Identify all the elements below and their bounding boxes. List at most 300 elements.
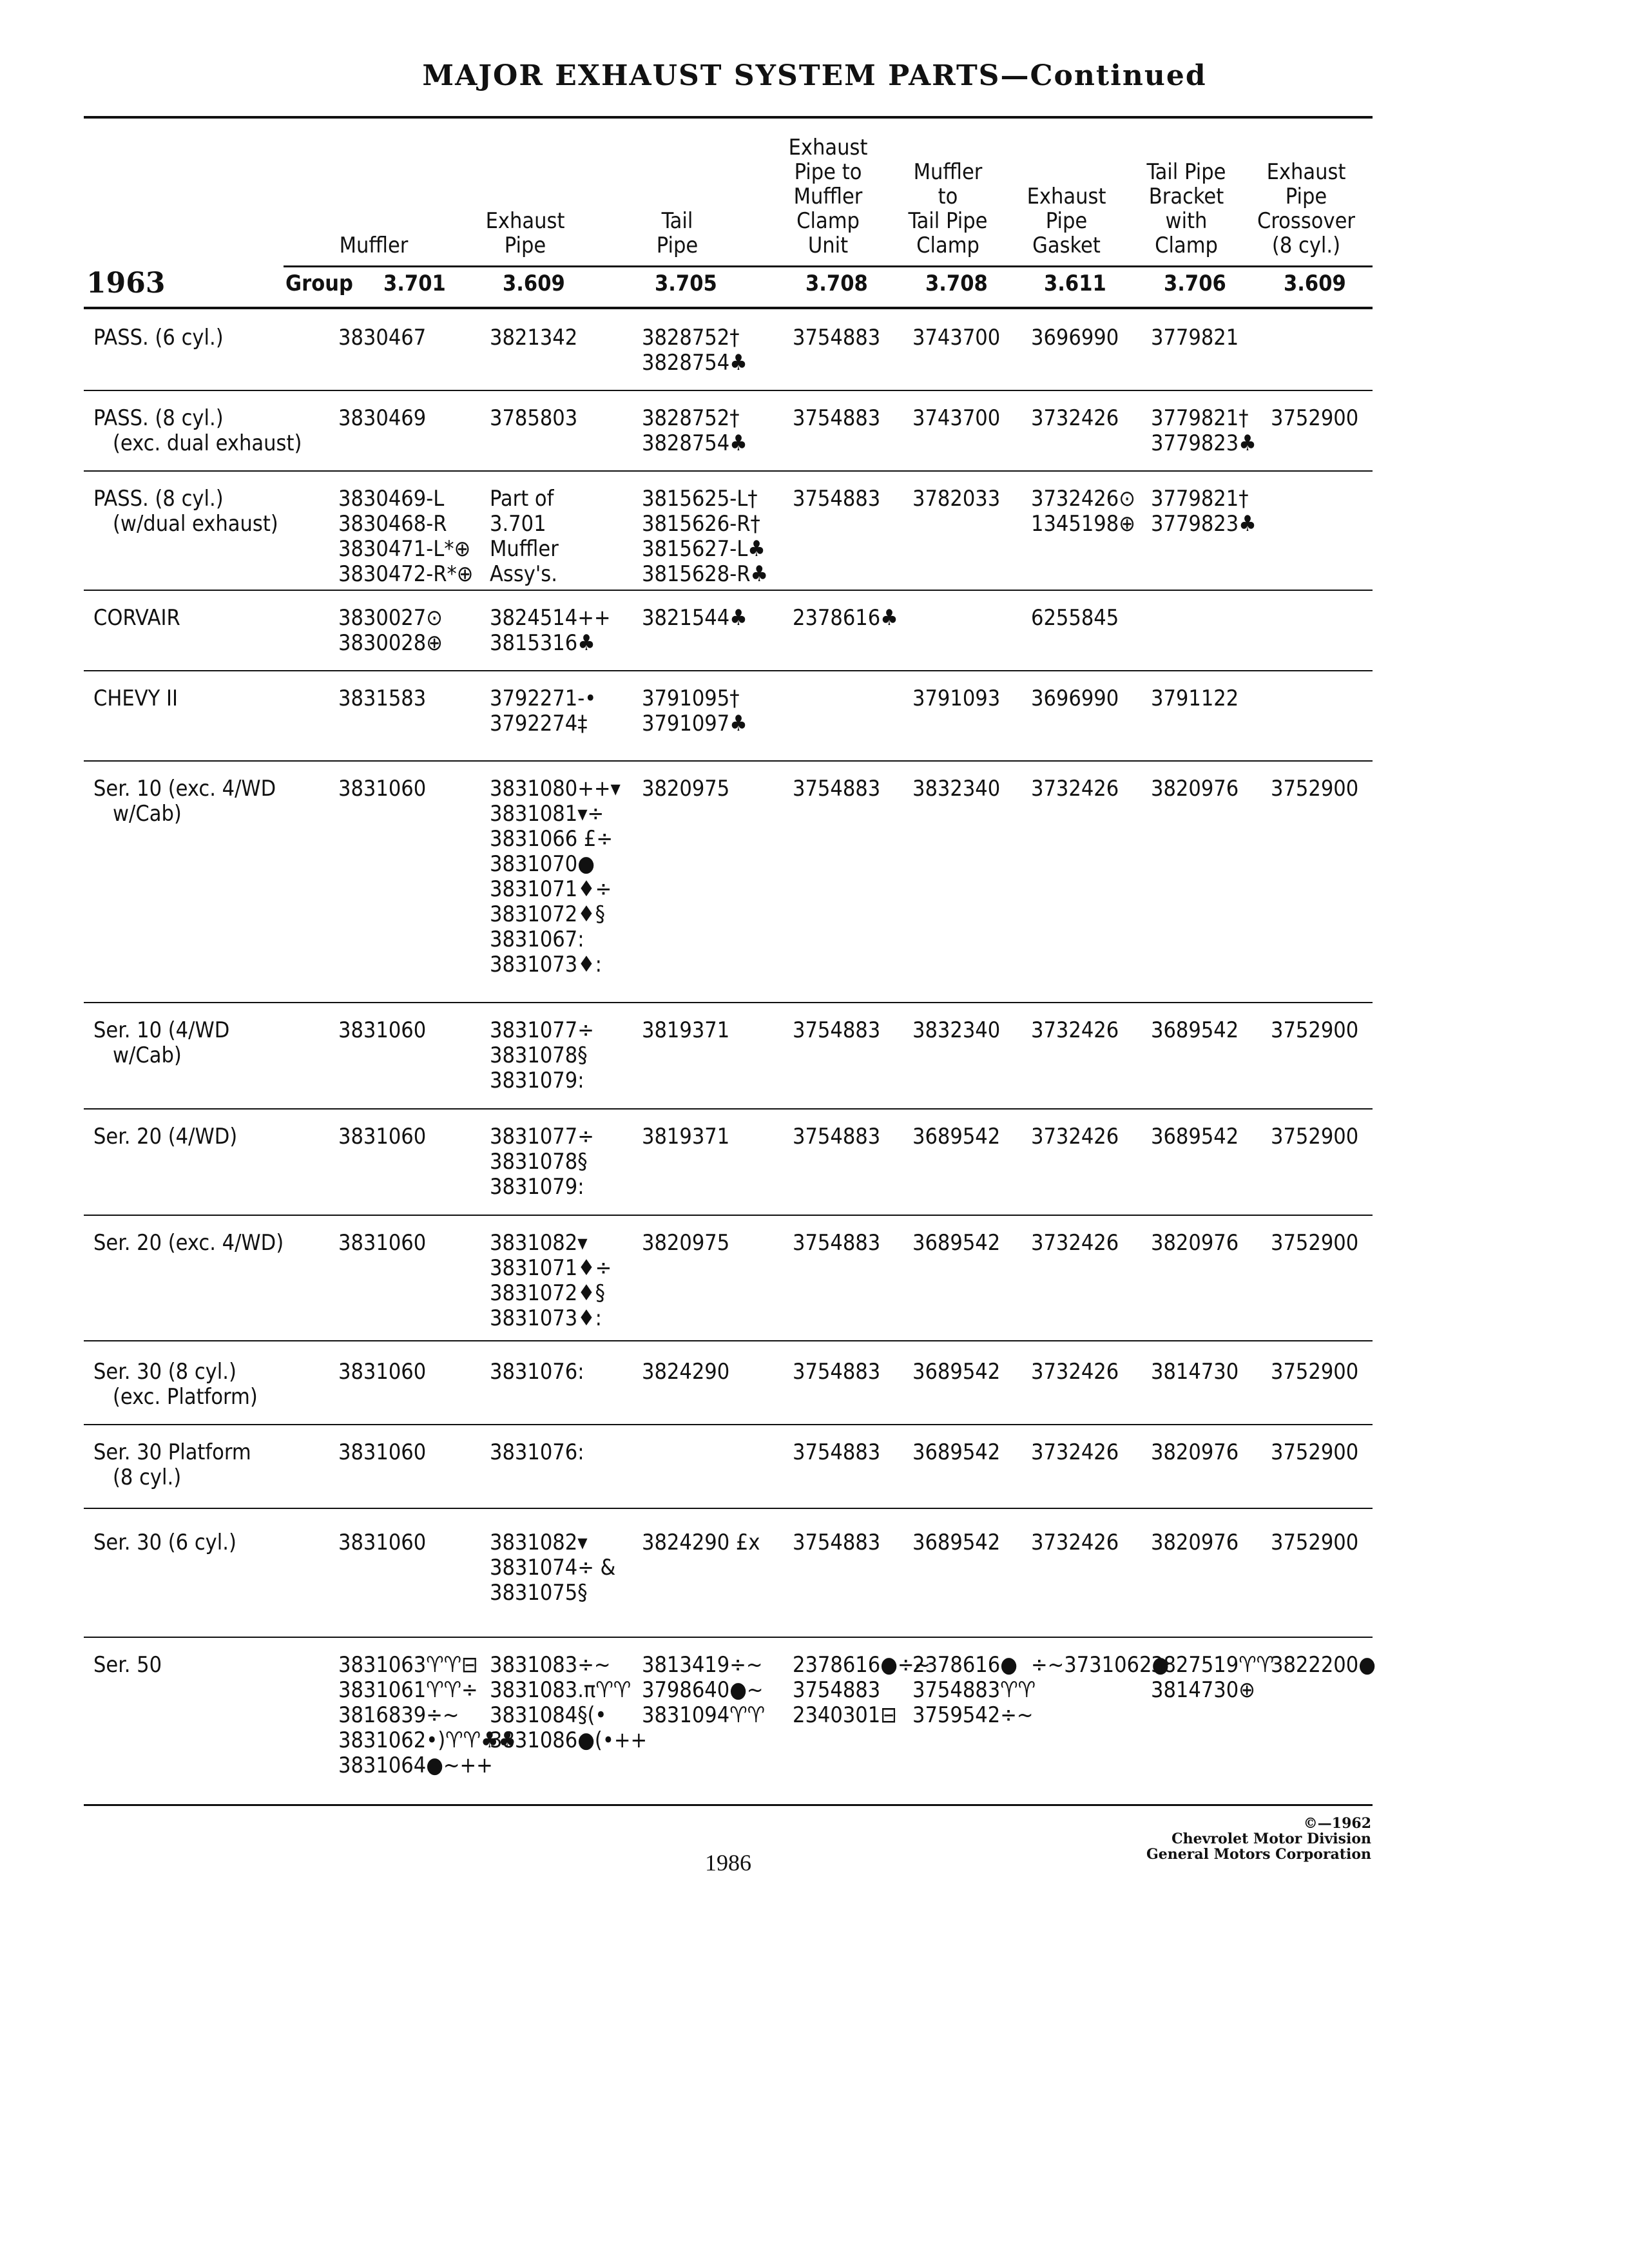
row-separator (84, 590, 1373, 591)
part-number: 3689542 (912, 1530, 1001, 1555)
row-separator (84, 470, 1373, 472)
column-header-line: Clamp (796, 208, 860, 234)
row-separator (84, 1508, 1373, 1509)
part-number-cell (490, 776, 621, 977)
part-number-cell (642, 1530, 760, 1555)
part-number: 3831071♦÷ (490, 876, 612, 902)
part-number: 3.701 (490, 511, 546, 537)
part-number-cell (338, 686, 426, 711)
part-number: 3831076: (490, 1359, 584, 1385)
part-number-cell (642, 1360, 729, 1385)
part-number: ÷~3731062● (1031, 1652, 1170, 1678)
part-number: 6255845 (1031, 605, 1119, 631)
column-header-line: Exhaust (788, 135, 868, 160)
part-number: 3831060 (338, 1017, 427, 1043)
part-number-cell (490, 1018, 594, 1093)
part-number: 2378616●÷~ (793, 1652, 931, 1678)
part-number-cell (1271, 1653, 1376, 1678)
part-number-cell (338, 1530, 426, 1555)
row-model-name (93, 1653, 162, 1678)
part-number-cell (793, 1231, 880, 1256)
header-rule (284, 265, 1373, 267)
part-number-cell (642, 325, 747, 376)
part-number: 3831067: (490, 927, 584, 952)
part-number-cell (490, 606, 610, 656)
part-number-cell (490, 406, 577, 431)
part-number-cell (642, 686, 747, 736)
model-name-line: CORVAIR (93, 605, 180, 631)
part-number: 3792271-• (490, 686, 597, 711)
publisher-line-1: Chevrolet Motor Division (1171, 1831, 1371, 1847)
part-number: 3732426 (1031, 1439, 1119, 1465)
column-header-line: Pipe (1045, 208, 1088, 234)
part-number: 3828752† (642, 325, 740, 351)
part-number-cell (912, 1018, 1000, 1043)
part-number-cell (1151, 776, 1239, 802)
row-separator (84, 760, 1373, 762)
group-number: 3.609 (503, 271, 565, 296)
part-number-cell (912, 686, 1000, 711)
column-header-line: (8 cyl.) (1271, 233, 1341, 258)
copyright: ©—1962 (1303, 1815, 1371, 1832)
column-header-line: Crossover (1257, 208, 1355, 234)
part-number: 3752900 (1271, 1230, 1359, 1256)
publisher-line-2: General Motors Corporation (1146, 1846, 1371, 1863)
part-number-cell (338, 1360, 426, 1385)
part-number-cell (912, 1530, 1000, 1555)
part-number: 3831063♈♈⊟ (338, 1652, 478, 1678)
part-number: 3831060 (338, 1439, 427, 1465)
model-name-line: (w/dual exhaust) (113, 511, 278, 537)
part-number-cell (1031, 1360, 1119, 1385)
model-name-line: PASS. (6 cyl.) (93, 325, 224, 351)
page-number: 1986 (705, 1850, 751, 1876)
part-number-cell (912, 1124, 1000, 1149)
part-number-cell (1151, 1124, 1239, 1149)
part-number: 3830472-R*⊕ (338, 561, 474, 587)
model-name-line: Ser. 30 Platform (93, 1439, 251, 1465)
part-number: 3814730⊕ (1151, 1677, 1255, 1703)
part-number-cell (1031, 406, 1119, 431)
column-header-line: Clamp (916, 233, 979, 258)
part-number: 3831076: (490, 1439, 584, 1465)
part-number: 3820976 (1151, 1530, 1239, 1555)
part-number: 3830468-R (338, 511, 447, 537)
part-number: 3798640●~ (642, 1677, 764, 1703)
column-header-line: Exhaust (1266, 159, 1346, 185)
part-number: 2340301⊟ (793, 1702, 897, 1728)
part-number: 3732426 (1031, 1017, 1119, 1043)
row-separator (84, 390, 1373, 391)
part-number-cell (1031, 1124, 1119, 1149)
model-name-line: w/Cab) (113, 801, 182, 827)
part-number-cell (642, 1018, 729, 1043)
part-number: 3821544♣ (642, 605, 747, 631)
part-number: 3732426 (1031, 1530, 1119, 1555)
row-separator (84, 1002, 1373, 1003)
column-header-line: Pipe to (794, 159, 862, 185)
part-number: 3831062•)♈♈♣♣ (338, 1727, 516, 1753)
part-number: 3831081▾÷ (490, 801, 604, 827)
part-number: 3815627-L♣ (642, 536, 766, 562)
part-number: 3831072♦§ (490, 1280, 605, 1306)
part-number: 3752900 (1271, 1439, 1359, 1465)
part-number: 3752900 (1271, 405, 1359, 431)
part-number: 3831061♈♈÷ (338, 1677, 478, 1703)
part-number: 3754883 (793, 1439, 881, 1465)
part-number-cell (338, 1124, 426, 1149)
model-name-line: (8 cyl.) (113, 1465, 182, 1490)
row-separator (84, 1108, 1373, 1110)
column-header-line: Tail Pipe (1146, 159, 1226, 185)
part-number: 3830469-L (338, 486, 445, 512)
part-number: 3779821 (1151, 325, 1239, 351)
row-model-name (93, 1124, 237, 1149)
part-number-cell (793, 1360, 880, 1385)
model-name-line: Ser. 10 (exc. 4/WD (93, 776, 276, 802)
part-number-cell (642, 1124, 729, 1149)
part-number: 3824290 £x (642, 1530, 760, 1555)
part-number-cell (793, 325, 880, 351)
group-label: Group (285, 271, 353, 296)
part-number-cell (1031, 486, 1135, 537)
column-header-line: to (938, 184, 958, 209)
part-number: 3732426 (1031, 1124, 1119, 1149)
column-header-line: Exhaust (485, 208, 565, 234)
part-number: 3831070● (490, 851, 595, 877)
group-number: 3.701 (383, 271, 446, 296)
part-number-cell (490, 1124, 594, 1200)
part-number-cell (1151, 1231, 1239, 1256)
part-number: 3830467 (338, 325, 427, 351)
part-number-cell (338, 406, 426, 431)
group-number: 3.611 (1044, 271, 1106, 296)
row-separator (84, 1340, 1373, 1341)
part-number: 3752900 (1271, 776, 1359, 802)
column-header (1125, 160, 1248, 258)
part-number-cell (490, 1231, 612, 1331)
group-number: 3.708 (805, 271, 868, 296)
part-number: 3754883 (793, 776, 881, 802)
column-header-line: Tail Pipe (908, 208, 988, 234)
part-number: 3754883 (793, 1017, 881, 1043)
row-model-name (93, 686, 178, 711)
part-number: 3819371 (642, 1124, 730, 1149)
part-number-cell (1031, 776, 1119, 802)
part-number: 3831071♦÷ (490, 1255, 612, 1281)
part-number: 3831060 (338, 1530, 427, 1555)
part-number: 1345198⊕ (1031, 511, 1135, 537)
part-number: 3831094♈♈ (642, 1702, 766, 1728)
part-number: 3689542 (1151, 1017, 1239, 1043)
part-number: 3824514++ (490, 605, 611, 631)
part-number: 3831079: (490, 1068, 584, 1093)
column-header-line: Bracket (1148, 184, 1224, 209)
part-number: 3831075§ (490, 1580, 588, 1606)
part-number: 3815625-L† (642, 486, 758, 512)
column-header (464, 209, 586, 258)
row-model-name (93, 1440, 251, 1490)
part-number: 3791097♣ (642, 711, 747, 736)
column-header-line: Muffler (339, 233, 409, 258)
part-number-cell (1151, 1653, 1274, 1703)
part-number: 3831077÷ (490, 1017, 594, 1043)
part-number: 3792274‡ (490, 711, 588, 736)
part-number-cell (338, 1440, 426, 1465)
part-number: 3754883 (793, 1530, 881, 1555)
part-number: 3732426 (1031, 776, 1119, 802)
part-number-cell (1031, 325, 1119, 351)
part-number: 3831084§(• (490, 1702, 607, 1728)
part-number: 3689542 (912, 1359, 1001, 1385)
row-separator (84, 1215, 1373, 1216)
part-number: 3754883 (793, 405, 881, 431)
part-number: 3831083÷~ (490, 1652, 611, 1678)
part-number-cell (912, 1653, 1036, 1728)
group-number: 3.708 (925, 271, 988, 296)
part-number: 3754883 (793, 1124, 881, 1149)
part-number-cell (1271, 1231, 1358, 1256)
row-model-name (93, 325, 224, 351)
part-number-cell (1271, 1360, 1358, 1385)
part-number: 3813419÷~ (642, 1652, 763, 1678)
part-number: 3828754♣ (642, 350, 747, 376)
part-number: 3831077÷ (490, 1124, 594, 1149)
part-number-cell (490, 325, 577, 351)
part-number: 3831073♦: (490, 1305, 602, 1331)
part-number: 3732426 (1031, 1230, 1119, 1256)
column-header (1005, 184, 1128, 258)
part-number: 3831080++▾ (490, 776, 621, 802)
part-number-cell (793, 406, 880, 431)
column-header-line: Gasket (1032, 233, 1101, 258)
part-number-cell (1151, 406, 1257, 456)
part-number: 3831083.π♈♈ (490, 1677, 631, 1703)
model-name-line: Ser. 30 (6 cyl.) (93, 1530, 236, 1555)
part-number: 3832340 (912, 1017, 1001, 1043)
model-name-line: Ser. 30 (8 cyl.) (93, 1359, 236, 1385)
column-header-line: Pipe (656, 233, 699, 258)
part-number: 3791095† (642, 686, 740, 711)
column-header-line: Exhaust (1027, 184, 1106, 209)
part-number: 3743700 (912, 325, 1001, 351)
part-number: 3689542 (912, 1230, 1001, 1256)
part-number: 3754883 (793, 1359, 881, 1385)
part-number: 3830469 (338, 405, 427, 431)
part-number: 2378616♣ (793, 605, 898, 631)
part-number-cell (1031, 1653, 1169, 1678)
part-number: 3752900 (1271, 1124, 1359, 1149)
part-number-cell (1151, 686, 1239, 711)
part-number: 3779823♣ (1151, 511, 1257, 537)
part-number: 3831082▾ (490, 1230, 588, 1256)
part-number-cell (490, 1360, 584, 1385)
part-number-cell (1151, 1530, 1239, 1555)
table-bottom-rule (84, 1804, 1373, 1806)
model-name-line: (exc. dual exhaust) (113, 430, 302, 456)
part-number-cell (1271, 1018, 1358, 1043)
row-model-name (93, 406, 302, 456)
column-header (1245, 160, 1367, 258)
part-number-cell (338, 1018, 426, 1043)
part-number: 3830027⊙ (338, 605, 443, 631)
part-number: 3831060 (338, 1359, 427, 1385)
part-number-cell (793, 1653, 930, 1728)
part-number: Assy's. (490, 561, 557, 587)
part-number: 3828752† (642, 405, 740, 431)
column-header (887, 160, 1009, 258)
part-number-cell (1031, 1440, 1119, 1465)
column-header-line: with (1165, 208, 1208, 234)
part-number: 3754883 (793, 1230, 881, 1256)
part-number: 2378616● (912, 1652, 1017, 1678)
row-separator (84, 670, 1373, 671)
group-number: 3.609 (1284, 271, 1346, 296)
part-number: Muffler (490, 536, 559, 562)
part-number: 3824290 (642, 1359, 730, 1385)
part-number: 3830028⊕ (338, 630, 443, 656)
part-number-cell (1151, 1360, 1239, 1385)
part-number: 3831060 (338, 1230, 427, 1256)
row-model-name (93, 776, 276, 827)
row-model-name (93, 1360, 258, 1410)
part-number: 3754883♈♈ (912, 1677, 1036, 1703)
part-number: 3831082▾ (490, 1530, 588, 1555)
part-number: 3821342 (490, 325, 578, 351)
part-number: 3820976 (1151, 776, 1239, 802)
part-number-cell (912, 1231, 1000, 1256)
part-number: 3831073♦: (490, 952, 602, 977)
part-number-cell (642, 776, 729, 802)
model-name-line: Ser. 50 (93, 1652, 162, 1678)
part-number: 3831078§ (490, 1149, 588, 1175)
column-header (313, 233, 435, 258)
part-number-cell (793, 606, 898, 631)
part-number-cell (490, 1653, 647, 1753)
part-number: 3743700 (912, 405, 1001, 431)
part-number: 3831086●(•++ (490, 1727, 648, 1753)
part-number: 3815316♣ (490, 630, 595, 656)
part-number-cell (793, 1530, 880, 1555)
part-number-cell (793, 486, 880, 512)
column-header-line: Pipe (504, 233, 546, 258)
part-number: 3732426 (1031, 1359, 1119, 1385)
part-number: 3752900 (1271, 1530, 1359, 1555)
row-model-name (93, 606, 180, 631)
column-header (616, 209, 738, 258)
part-number: 3779821† (1151, 486, 1249, 512)
part-number: 3779823♣ (1151, 430, 1257, 456)
column-header-line: Muffler (913, 159, 983, 185)
part-number: 3689542 (912, 1124, 1001, 1149)
part-number: 3831074÷ & (490, 1555, 616, 1581)
part-number-cell (642, 486, 768, 587)
part-number-cell (793, 1018, 880, 1043)
part-number-cell (1031, 1018, 1119, 1043)
part-number: 3827519♈♈ (1151, 1652, 1275, 1678)
row-model-name (93, 1530, 236, 1555)
part-number: 3831064●~++ (338, 1753, 493, 1778)
part-number-cell (1031, 1530, 1119, 1555)
part-number: 3831066 £÷ (490, 826, 613, 852)
part-number: 3831060 (338, 776, 427, 802)
part-number: 3831060 (338, 1124, 427, 1149)
part-number-cell (642, 406, 747, 456)
part-number-cell (1271, 776, 1358, 802)
part-number-cell (793, 1440, 880, 1465)
part-number-cell (912, 1440, 1000, 1465)
part-number: 3732426⊙ (1031, 486, 1135, 512)
part-number-cell (1031, 686, 1119, 711)
part-number: 3819371 (642, 1017, 730, 1043)
model-name-line: Ser. 10 (4/WD (93, 1017, 230, 1043)
part-number-cell (912, 776, 1000, 802)
part-number: 3831078§ (490, 1043, 588, 1068)
part-number-cell (338, 486, 473, 587)
part-number-cell (1151, 1440, 1239, 1465)
part-number-cell (338, 776, 426, 802)
part-number-cell (912, 325, 1000, 351)
model-name-line: PASS. (8 cyl.) (93, 486, 224, 512)
part-number-cell (912, 406, 1000, 431)
part-number-cell (338, 325, 426, 351)
part-number-cell (1271, 1124, 1358, 1149)
part-number: 3814730 (1151, 1359, 1239, 1385)
model-name-line: PASS. (8 cyl.) (93, 405, 224, 431)
part-number: 3689542 (912, 1439, 1001, 1465)
part-number: 3754883 (793, 486, 881, 512)
model-name-line: (exc. Platform) (113, 1384, 258, 1410)
part-number: 3828754♣ (642, 430, 747, 456)
part-number-cell (490, 1440, 584, 1465)
part-number-cell (642, 1231, 729, 1256)
part-number-cell (338, 1231, 426, 1256)
part-number: 3791122 (1151, 686, 1239, 711)
title-rule (84, 116, 1373, 119)
part-number: 3754883 (793, 325, 881, 351)
part-number: 3732426 (1031, 405, 1119, 431)
row-model-name (93, 486, 278, 537)
part-number: 3754883 (793, 1677, 881, 1703)
column-header-line: Pipe (1285, 184, 1327, 209)
part-number: 3816839÷~ (338, 1702, 459, 1728)
header-bottom-rule (84, 307, 1373, 309)
part-number: 3782033 (912, 486, 1001, 512)
part-number: 3832340 (912, 776, 1001, 802)
part-number: 3785803 (490, 405, 578, 431)
group-number: 3.706 (1164, 271, 1226, 296)
part-number: 3815628-R♣ (642, 561, 768, 587)
part-number-cell (642, 606, 747, 631)
part-number: 3820975 (642, 1230, 730, 1256)
part-number: 3830471-L*⊕ (338, 536, 471, 562)
part-number-cell (793, 776, 880, 802)
page-title: MAJOR EXHAUST SYSTEM PARTS—Continued (422, 59, 1207, 92)
part-number: 3815626-R† (642, 511, 760, 537)
part-number: 3696990 (1031, 325, 1119, 351)
part-number-cell (1271, 1440, 1358, 1465)
part-number-cell (1031, 1231, 1119, 1256)
model-year: 1963 (86, 267, 166, 300)
part-number: 3759542÷~ (912, 1702, 1034, 1728)
part-number: 3696990 (1031, 686, 1119, 711)
model-name-line: Ser. 20 (4/WD) (93, 1124, 238, 1149)
part-number-cell (912, 1360, 1000, 1385)
part-number-cell (1271, 406, 1358, 431)
part-number: 3831583 (338, 686, 427, 711)
part-number-cell (338, 606, 443, 656)
group-number: 3.705 (655, 271, 717, 296)
